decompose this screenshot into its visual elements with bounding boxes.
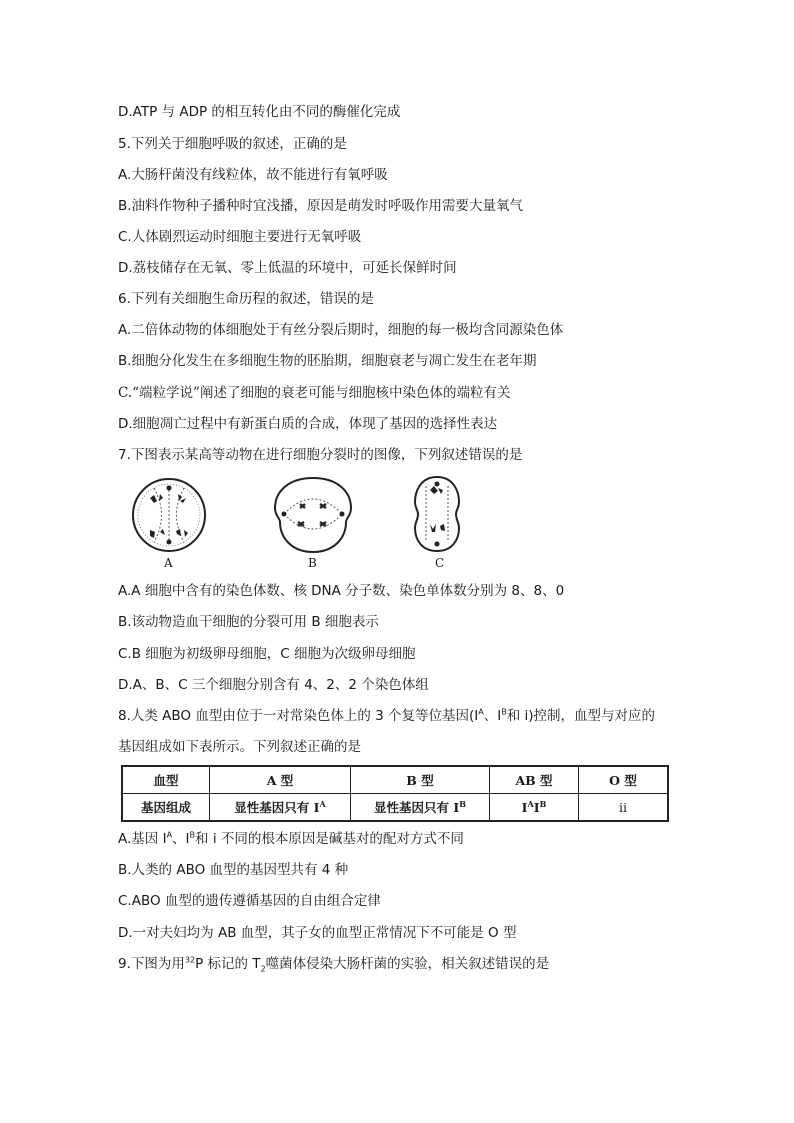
q9-stem-post: 噬菌体侵染大肠杆菌的实验，相关叙述错误的是 bbox=[265, 956, 550, 972]
q8-stem-sup-a: A bbox=[478, 707, 484, 717]
q7-option-b: B.该动物造血干细胞的分裂可用 B 细胞表示 bbox=[118, 614, 379, 630]
cell-ab-sup-1: A bbox=[527, 798, 534, 809]
q5-option-a: A.大肠杆菌没有线粒体，故不能进行有氧呼吸 bbox=[118, 167, 388, 183]
q6-stem: 6.下列有关细胞生命历程的叙述，错误的是 bbox=[118, 291, 374, 307]
q7-stem: 7.下图表示某高等动物在进行细胞分裂时的图像，下列叙述错误的是 bbox=[118, 447, 523, 463]
table-cell-type-a bbox=[210, 794, 351, 822]
q5-option-b: B.油料作物种子播种时宜浅播，原因是萌发时呼吸作用需要大量氧气 bbox=[118, 198, 524, 214]
q5-option-c: C.人体剧烈运动时细胞主要进行无氧呼吸 bbox=[118, 229, 362, 245]
table-header-type-ab: AB 型 bbox=[490, 766, 579, 794]
q7-option-d: D.A、B、C 三个细胞分别含有 4、2、2 个染色体组 bbox=[118, 677, 429, 693]
q8-option-a-mid: 、I bbox=[172, 831, 190, 847]
figure-label-a: A bbox=[164, 556, 173, 570]
q8-stem-sup-b: B bbox=[501, 707, 507, 717]
q7-option-a: A.A 细胞中含有的染色体数、核 DNA 分子数、染色单体数分别为 8、8、0 bbox=[118, 583, 565, 599]
q8-option-a-post: 和 i 不同的根本原因是碱基对的配对方式不同 bbox=[195, 831, 464, 847]
cell-ab-text-1: I bbox=[521, 799, 528, 815]
q8-option-a-sup-a: A bbox=[166, 830, 173, 840]
table-row bbox=[122, 794, 668, 822]
q6-option-a: A.二倍体动物的体细胞处于有丝分裂后期时，细胞的每一极均含同源染色体 bbox=[118, 322, 564, 338]
table-header-type-b: B 型 bbox=[351, 766, 490, 794]
q4-option-d: D.ATP 与 ADP 的相互转化由不同的酶催化完成 bbox=[118, 104, 401, 120]
q8-option-c: C.ABO 血型的遗传遵循基因的自由组合定律 bbox=[118, 893, 381, 909]
q8-option-a-pre: A.基因 I bbox=[118, 831, 167, 847]
q8-stem-post: 和 i)控制，血型与对应的 bbox=[506, 708, 656, 724]
figure-label-c: C bbox=[435, 556, 445, 570]
q8-option-d: D.一对夫妇均为 AB 血型，其子女的血型正常情况下不可能是 O 型 bbox=[118, 925, 517, 941]
q8-stem-line2: 基因组成如下表所示。下列叙述正确的是 bbox=[118, 739, 361, 755]
cell-ab-sup-2: B bbox=[539, 798, 547, 809]
q5-stem: 5.下列关于细胞呼吸的叙述，正确的是 bbox=[118, 136, 347, 152]
q6-option-d: D.细胞凋亡过程中有新蛋白质的合成，体现了基因的选择性表达 bbox=[118, 416, 498, 432]
figure-label-b: B bbox=[308, 556, 317, 570]
table-header-blood-type: 血型 bbox=[122, 766, 210, 794]
q9-stem bbox=[118, 955, 549, 973]
blood-type-table bbox=[121, 765, 669, 822]
q5-option-d: D.荔枝储存在无氧、零上低温的环境中，可延长保鲜时间 bbox=[118, 260, 457, 276]
cell-a-sup: A bbox=[319, 798, 326, 809]
q7-option-c: C.B 细胞为初级卵母细胞，C 细胞为次级卵母细胞 bbox=[118, 646, 416, 662]
cell-b-text: 显性基因只有 I bbox=[374, 800, 460, 815]
q6-option-c: C.“端粒学说”阐述了细胞的衰老可能与细胞核中染色体的端粒有关 bbox=[118, 385, 511, 401]
q8-stem-line1 bbox=[118, 707, 655, 725]
q9-sub-2: 2 bbox=[260, 964, 266, 974]
cell-b-sup: B bbox=[459, 798, 466, 809]
q9-stem-mid: P 标记的 T bbox=[195, 956, 261, 972]
table-cell-type-b bbox=[351, 794, 490, 822]
cell-a-text: 显性基因只有 I bbox=[234, 800, 320, 815]
table-cell-type-o: ii bbox=[579, 794, 669, 822]
table-header-type-o: O 型 bbox=[579, 766, 669, 794]
cell-figure-c bbox=[412, 474, 462, 554]
q8-option-b: B.人类的 ABO 血型的基因型共有 4 种 bbox=[118, 862, 349, 878]
cell-ab-text-2: I bbox=[533, 799, 540, 815]
cell-figure-a bbox=[126, 476, 212, 554]
table-header-type-a: A 型 bbox=[210, 766, 351, 794]
q6-option-b: B.细胞分化发生在多细胞生物的胚胎期，细胞衰老与凋亡发生在老年期 bbox=[118, 353, 537, 369]
table-cell-type-ab bbox=[490, 794, 579, 822]
q9-sup-32: 32 bbox=[184, 955, 196, 965]
q8-option-a bbox=[118, 830, 464, 848]
q9-stem-pre: 9.下图为用 bbox=[118, 956, 185, 972]
q8-stem-mid: 、I bbox=[483, 708, 502, 724]
table-header-row bbox=[122, 766, 668, 794]
cell-figure-b bbox=[272, 474, 354, 556]
q8-stem-pre: 8.人类 ABO 血型由位于一对常染色体上的 3 个复等位基因(I bbox=[118, 708, 479, 724]
table-row-head-genes: 基因组成 bbox=[122, 794, 210, 822]
q8-option-a-sup-b: B bbox=[189, 830, 196, 840]
